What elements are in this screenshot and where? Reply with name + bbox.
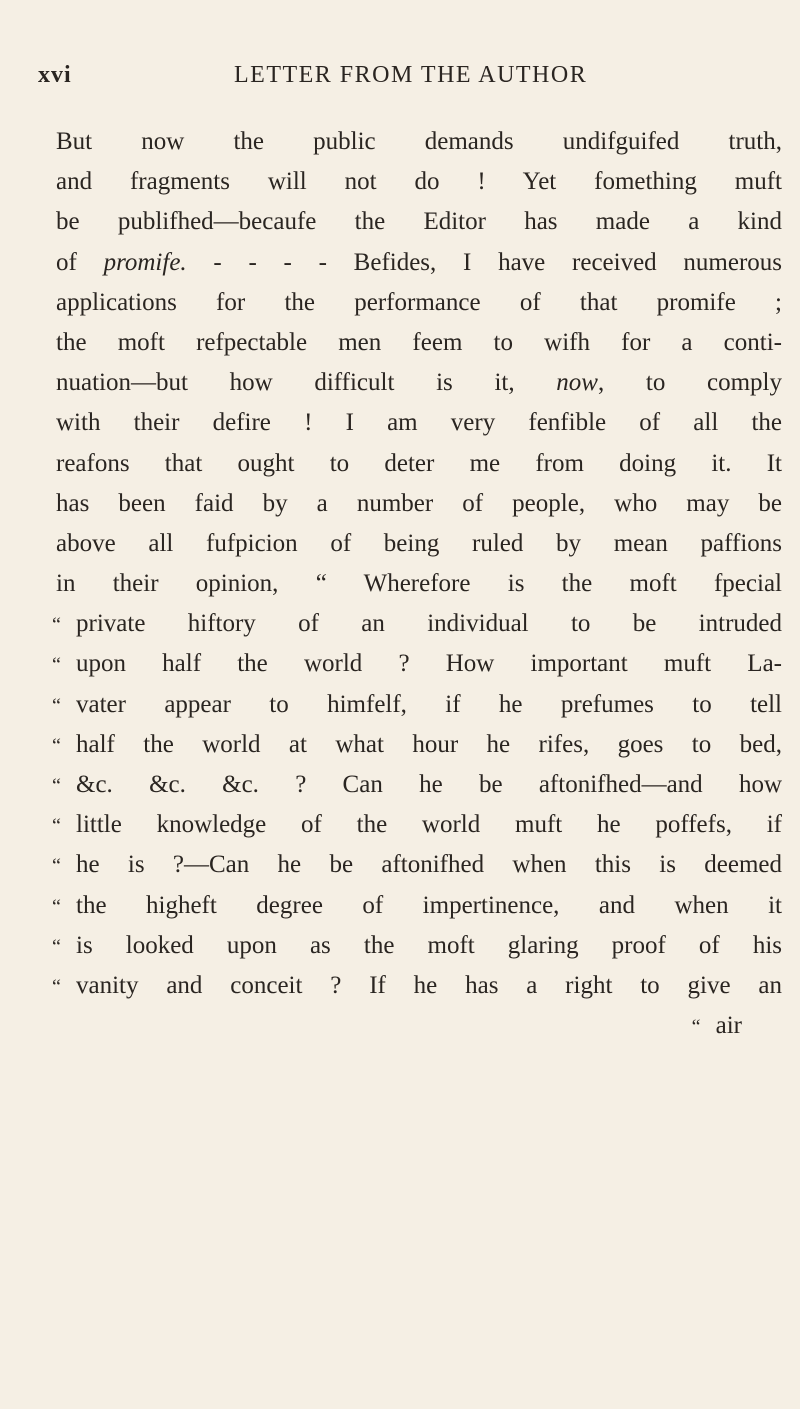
line-text: vater appear to himfelf, if he prefumes to tell bbox=[76, 690, 782, 718]
text-line bbox=[56, 162, 782, 202]
text-line bbox=[56, 403, 782, 443]
running-title: LETTER FROM THE AUTHOR bbox=[234, 62, 588, 88]
quote-mark: “ bbox=[691, 1016, 701, 1039]
quote-mark: “ bbox=[52, 815, 61, 838]
text-line bbox=[56, 202, 782, 242]
text-line bbox=[56, 122, 782, 162]
line-text: &c. &c. &c. ? Can he be aftonifhed—and how bbox=[76, 771, 782, 798]
quote-mark: “ bbox=[52, 694, 61, 717]
quote-mark: “ bbox=[52, 734, 61, 757]
text-line bbox=[56, 243, 782, 283]
line-text: applications for the performance of that promife ; bbox=[56, 288, 782, 316]
text-line bbox=[56, 363, 782, 403]
quoted-line bbox=[52, 644, 782, 684]
text-line bbox=[56, 484, 782, 524]
quoted-line bbox=[52, 805, 782, 845]
line-text: above all fufpicion of being ruled by mean paffions bbox=[56, 529, 782, 557]
line-text: be publifhed—becaufe the Editor has made a kind bbox=[56, 208, 782, 236]
text-line bbox=[56, 444, 782, 484]
line-text: reafons that ought to deter me from doing it. It bbox=[56, 449, 782, 477]
quoted-line bbox=[52, 966, 782, 1006]
line-text: has been faid by a number of people, who may be bbox=[56, 489, 782, 517]
quote-mark: “ bbox=[52, 855, 61, 878]
italic-word: now bbox=[556, 369, 598, 397]
line-text: - - - - Befides, I have received numerous bbox=[186, 248, 783, 276]
text-line bbox=[56, 283, 782, 323]
line-text: upon half the world ? How important muft La- bbox=[76, 650, 782, 678]
quoted-line bbox=[52, 725, 782, 765]
text-line bbox=[56, 524, 782, 564]
quoted-line bbox=[52, 765, 782, 805]
line-text: half the world at what hour he rifes, goes to bed, bbox=[76, 730, 782, 758]
quote-mark: “ bbox=[52, 775, 61, 797]
quote-mark: “ bbox=[52, 935, 61, 958]
line-text: But now the public demands undifguifed truth, bbox=[56, 128, 782, 155]
line-text: he is ?—Can he be aftonifhed when this is deemed bbox=[76, 851, 782, 879]
line-text: private hiftory of an individual to be intruded bbox=[76, 610, 782, 638]
line-text: little knowledge of the world muft he poffefs, if bbox=[76, 811, 782, 839]
quoted-line bbox=[52, 886, 782, 926]
quoted-line bbox=[52, 845, 782, 885]
quoted-line bbox=[52, 926, 782, 966]
line-text: is looked upon as the moft glaring proof of his bbox=[76, 931, 782, 959]
catchword-text: air bbox=[715, 1012, 742, 1040]
line-text: the moft refpectable men feem to wifh for a conti- bbox=[56, 328, 782, 356]
line-text: in their opinion, “ Wherefore is the moft fpecial bbox=[56, 570, 782, 598]
quoted-line bbox=[52, 604, 782, 644]
line-text: the higheft degree of impertinence, and when it bbox=[76, 891, 782, 919]
quoted-line bbox=[52, 685, 782, 725]
page-number: xvi bbox=[38, 62, 72, 88]
quote-mark: “ bbox=[52, 975, 61, 998]
quote-mark: “ bbox=[52, 614, 61, 637]
line-text: , to comply bbox=[597, 369, 782, 397]
text-line bbox=[56, 564, 782, 604]
quote-mark: “ bbox=[52, 895, 61, 918]
running-head bbox=[38, 62, 758, 102]
line-text: of bbox=[56, 248, 104, 276]
line-text: nuation—but how difficult is it, bbox=[56, 369, 557, 397]
quote-mark: “ bbox=[52, 654, 61, 677]
line-text: and fragments will not do ! Yet fomething muft bbox=[56, 168, 782, 196]
catchword bbox=[56, 1006, 782, 1046]
body-text bbox=[52, 122, 783, 1046]
italic-word: promife. bbox=[103, 248, 187, 276]
line-text: with their defire ! I am very fenfible of all the bbox=[56, 409, 782, 437]
text-line bbox=[56, 323, 782, 363]
line-text: vanity and conceit ? If he has a right to give an bbox=[76, 971, 782, 999]
